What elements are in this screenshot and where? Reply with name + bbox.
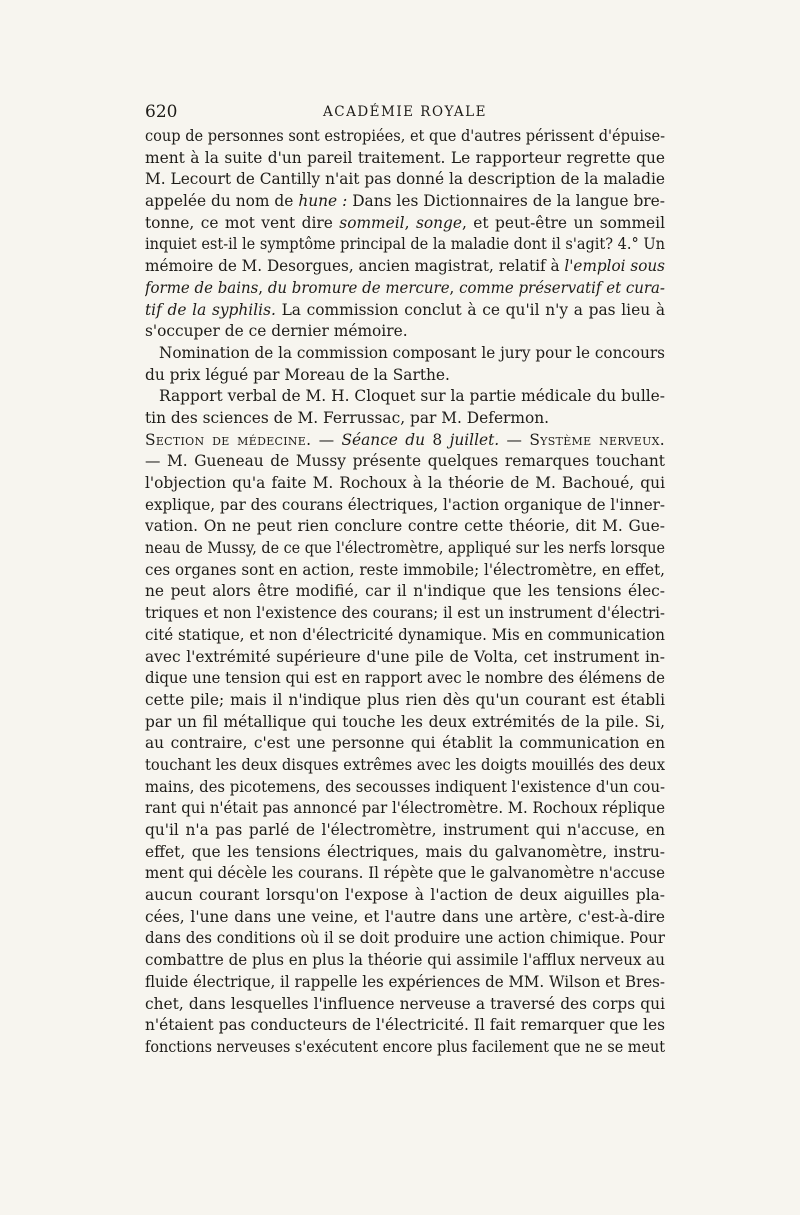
italic-text: l'emploi sous xyxy=(564,257,665,276)
page-header xyxy=(145,102,665,126)
text-run: triques et non l'existence des courans; il est un instrument d'électri- xyxy=(145,604,665,623)
text-line xyxy=(145,191,665,213)
text-line xyxy=(145,126,665,148)
text-run: Nomination de la commission composant le jury pour le concours xyxy=(159,343,665,362)
text-run: combattre de plus en plus la théorie qui assimile l'afflux nerveux au xyxy=(145,951,665,970)
text-run: mains, des picotemens, des secousses indiquent l'existence d'un cou- xyxy=(145,777,665,796)
text-run: rant qui n'était pas annoncé par l'électromètre. M. Rochoux réplique xyxy=(145,799,665,818)
text-run: effet, que les tensions électriques, mais du galvanomètre, instru- xyxy=(145,842,665,861)
text-run: qu'il n'a pas parlé de l'électromètre, instrument qui n'accuse, en xyxy=(145,821,665,839)
italic-text: sommeil xyxy=(339,213,405,232)
text-line xyxy=(145,603,665,625)
text-line xyxy=(145,516,665,538)
text-run: — xyxy=(311,430,342,449)
italic-text: du bromure de mercure xyxy=(267,278,450,297)
text-line xyxy=(145,321,665,343)
running-title: ACADÉMIE ROYALE xyxy=(323,104,487,120)
text-line xyxy=(145,473,665,495)
text-line xyxy=(145,300,665,322)
text-run: chet, dans lesquelles l'influence nerveuse a traversé des corps qui xyxy=(145,994,665,1013)
text-run: La commission conclut à ce qu'il n'y a pas lieu à xyxy=(275,300,665,319)
text-line xyxy=(145,798,665,820)
text-line xyxy=(145,538,665,560)
text-run: coup de personnes sont estropiées, et que d'autres périssent d'épuise- xyxy=(145,127,665,145)
text-line xyxy=(145,690,665,712)
text-run: s'occuper de ce dernier mémoire. xyxy=(145,322,408,341)
text-line xyxy=(145,581,665,603)
italic-text: Séance du xyxy=(341,430,426,449)
text-line xyxy=(145,365,665,387)
text-run: dans des conditions où il se doit produire une action chimique. Pour xyxy=(145,929,665,948)
small-caps-text: Section de médecine. xyxy=(145,430,312,449)
text-line xyxy=(145,560,665,582)
text-run: l'objection qu'a faite M. Rochoux à la théorie de M. Bachoué, qui xyxy=(145,474,665,492)
text-line xyxy=(145,928,665,950)
text-run: fonctions nerveuses s'exécutent encore plus facilement que ne se meut xyxy=(145,1037,665,1056)
text-line xyxy=(145,343,665,365)
text-line xyxy=(145,625,665,647)
text-run: appelée du nom de xyxy=(145,192,299,211)
text-run: tonne, ce mot vent dire xyxy=(145,213,340,232)
text-run: par un fil métallique qui touche les deux extrémités de la pile. Si, xyxy=(145,712,665,731)
text-line xyxy=(145,1015,665,1037)
text-run: cette pile; mais il n'indique plus rien dès qu'un courant est établi xyxy=(145,690,665,709)
text-run: tin des sciences de M. Ferrussac, par M. Defermon. xyxy=(145,408,550,427)
text-line xyxy=(145,386,665,408)
text-line xyxy=(145,755,665,777)
text-run: — xyxy=(499,430,530,449)
text-run: dique une tension qui est en rapport avec le nombre des élémens de xyxy=(145,669,665,688)
text-run: , et peut-être un sommeil xyxy=(461,213,665,232)
text-line xyxy=(145,885,665,907)
text-run: touchant les deux disques extrêmes avec les doigts mouillés des deux xyxy=(145,755,665,774)
text-run: Dans les Dictionnaires de la langue bre- xyxy=(347,192,665,211)
text-run: , xyxy=(449,278,460,297)
text-run: cité statique, et non d'électricité dynamique. Mis en communication xyxy=(145,625,665,644)
text-run: Rapport verbal de M. H. Cloquet sur la partie médicale du bulle- xyxy=(159,387,665,406)
text-run: vation. On ne peut rien conclure contre cette théorie, dit M. Gue- xyxy=(145,517,665,536)
body-text xyxy=(145,126,665,1059)
text-run: neau de Mussy, de ce que l'électromètre, appliqué sur les nerfs lorsque xyxy=(145,539,665,558)
text-line xyxy=(145,1037,665,1059)
text-run: explique, par des courans électriques, l'action organique de l'inner- xyxy=(145,495,665,514)
text-line xyxy=(145,234,665,256)
text-line xyxy=(145,950,665,972)
text-run: ment qui décèle les courans. Il répète que le galvanomètre n'accuse xyxy=(145,864,665,883)
text-line xyxy=(145,994,665,1016)
text-run: fluide électrique, il rappelle les expériences de MM. Wilson et Bres- xyxy=(145,972,665,991)
text-run: ne peut alors être modifié, car il n'indique que les tensions élec- xyxy=(145,582,665,601)
text-line xyxy=(145,647,665,669)
text-line xyxy=(145,169,665,191)
text-run: ces organes sont en action, reste immobile; l'électromètre, en effet, xyxy=(145,560,665,579)
text-line xyxy=(145,972,665,994)
italic-text: forme de bains xyxy=(145,278,259,297)
text-run: , xyxy=(404,213,416,232)
small-caps-text: Système nerveux. xyxy=(529,430,665,449)
text-run: au contraire, c'est une personne qui établit la communication en xyxy=(145,734,665,753)
text-run: avec l'extrémité supérieure d'une pile de Volta, cet instrument in- xyxy=(145,647,665,666)
text-line xyxy=(145,777,665,799)
text-line xyxy=(145,148,665,170)
text-run: — M. Gueneau de Mussy présente quelques remarques touchant xyxy=(145,452,665,471)
text-line xyxy=(145,820,665,842)
text-line xyxy=(145,712,665,734)
italic-text: tif de la syphilis. xyxy=(145,300,276,319)
text-line xyxy=(145,668,665,690)
italic-text: hune : xyxy=(298,192,348,211)
text-run: ment à la suite d'un pareil traitement. Le rapporteur regrette que xyxy=(145,148,665,167)
text-line xyxy=(145,278,665,300)
text-run: cées, l'une dans une veine, et l'autre dans une artère, c'est-à-dire xyxy=(145,907,665,926)
text-run: mémoire de M. Desorgues, ancien magistrat, relatif à xyxy=(145,257,565,276)
text-line xyxy=(145,842,665,864)
text-run: 8 xyxy=(425,430,450,449)
italic-text: songe xyxy=(415,213,462,232)
italic-text: juillet. xyxy=(449,430,500,449)
text-run: aucun courant lorsqu'on l'expose à l'action de deux aiguilles pla- xyxy=(145,886,665,905)
text-line xyxy=(145,495,665,517)
text-run: , xyxy=(258,278,268,297)
text-run: inquiet est-il le symptôme principal de la maladie dont il s'agit? 4.° Un xyxy=(145,235,665,254)
text-line xyxy=(145,408,665,430)
page-number: 620 xyxy=(145,102,178,122)
text-line xyxy=(145,863,665,885)
text-run: du prix légué par Moreau de la Sarthe. xyxy=(145,365,450,384)
text-line xyxy=(145,256,665,278)
text-line xyxy=(145,430,665,452)
italic-text: comme préservatif et cura- xyxy=(459,278,665,297)
text-run: n'étaient pas conducteurs de l'électricité. Il fait remarquer que les xyxy=(145,1016,665,1035)
text-line xyxy=(145,451,665,473)
text-run: M. Lecourt de Cantilly n'ait pas donné la description de la maladie xyxy=(145,170,665,189)
text-line xyxy=(145,213,665,235)
text-line xyxy=(145,907,665,929)
text-line xyxy=(145,733,665,755)
